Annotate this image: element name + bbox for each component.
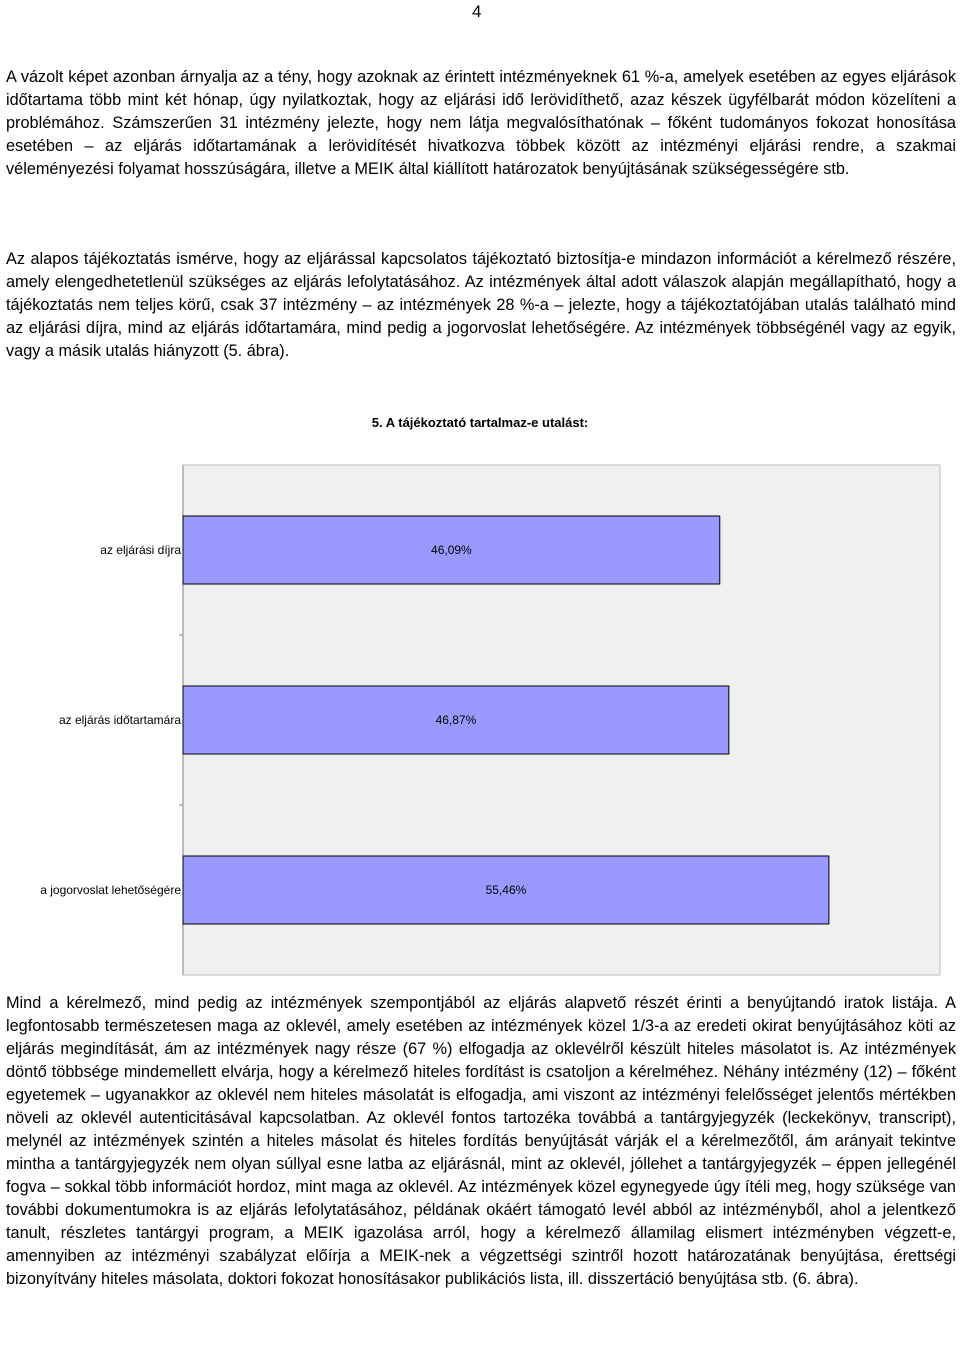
data-label: 55,46% (485, 883, 527, 897)
bar-chart (0, 455, 960, 990)
category-label: az eljárási díjra (100, 543, 181, 557)
category-label: a jogorvoslat lehetőségére (40, 883, 181, 897)
paragraph-3: Mind a kérelmező, mind pedig az intézmények szempontjából az eljárás alapvető részét érinti a benyújtandó iratok listája. A legfontosabb természetesen maga az oklevél, amely esetében az intézmények közel 1/3-a az eredeti okirat benyújtásához köti az eljárás megindítását, ám az intézmények nagy része (67 %) elfogadja az oklevélről készült hiteles másolatot is. Az intézmények döntő többsége mindemellett elvárja, hogy a kérelmező hiteles fordítást is csatoljon a kérelméhez. Néhány intézmény (12) – főként egyetemek – ugyanakkor az oklevél nem hiteles másolatát is elfogadja, ami viszont az intézményi felelősséget jelentős mértékben növeli az oklevél autenticitásával kapcsolatban. Az oklevél fontos tartozéka továbbá a tantárgyjegyzék (leckekönyv, transcript), melynél az intézmények szintén a hiteles másolat és hiteles fordítás benyújtását várják el a kérelmezőtől, ám arányait tekintve mintha a tantárgyjegyzék nem olyan súllyal esne latba az eljárásnál, mint az oklevél, jóllehet a tantárgyjegyzék – éppen jellegénél fogva – sokkal több információt hordoz, mint maga az oklevél. Az intézmények közel egynegyede úgy ítéli meg, hogy szüksége van további dokumentumokra is az eljárás lefolytatásához, példának okáért támogató levél abból az intézményből, ahol a jelentkező tanult, részletes tantárgyi program, a MEIK igazolása arról, hogy a kérelmező államilag elismert intézményben végzett-e, amennyiben az intézményi szabályzat előírja a MEIK-nek a végzettségi szintről hozott határozatának benyújtása, érettségi bizonyítvány hiteles másolata, doktori fokozat honosításakor publikációs lista, ill. disszertáció benyújtása stb. (6. ábra). (6, 994, 956, 1288)
data-label: 46,09% (431, 543, 472, 557)
paragraph-2: Az alapos tájékoztatás ismérve, hogy az eljárással kapcsolatos tájékoztató biztosítja-e mindazon információt a kérelmező részére, amely elengedhetetlenül szükséges az eljárás lefolytatásához. Az intézmények által adott válaszok alapján megállapítható, hogy a tájékoztatás nem teljes körű, csak 37 intézmény – az intézmények 28 %-a – jelezte, hogy a tájékoztatójában utalás található mind az eljárási díjra, mind az eljárás időtartamára, mind pedig a jogorvoslat lehetőségére. Az intézmények többségénél vagy az egyik, vagy a másik utalás hiányzott (5. ábra). (6, 250, 956, 360)
paragraph-1: A vázolt képet azonban árnyalja az a tény, hogy azoknak az érintett intézményeknek 61 %-a, amelyek esetében az egyes eljárások időtartama több mint két hónap, úgy nyilatkoztak, hogy az eljárási idő lerövidíthető, azaz készek ügyfélbarát módon közelíteni a problémához. Számszerűen 31 intézmény jelezte, hogy nem látja megvalósíthatónak – főként tudományos fokozat honosítása esetében – az eljárás időtartamának a lerövidítését hivatkozva többek között az intézményi eljárási rendre, a szakmai véleményezési folyamat hosszúságára, illetve a MEIK által kiállított határozatok benyújtásának szükségességére stb. (6, 68, 956, 178)
chart-title: 5. A tájékoztató tartalmaz-e utalást: (371, 415, 589, 430)
data-label: 46,87% (435, 713, 477, 727)
page-number: 4 (472, 2, 482, 21)
category-label: az eljárás időtartamára (58, 713, 181, 727)
